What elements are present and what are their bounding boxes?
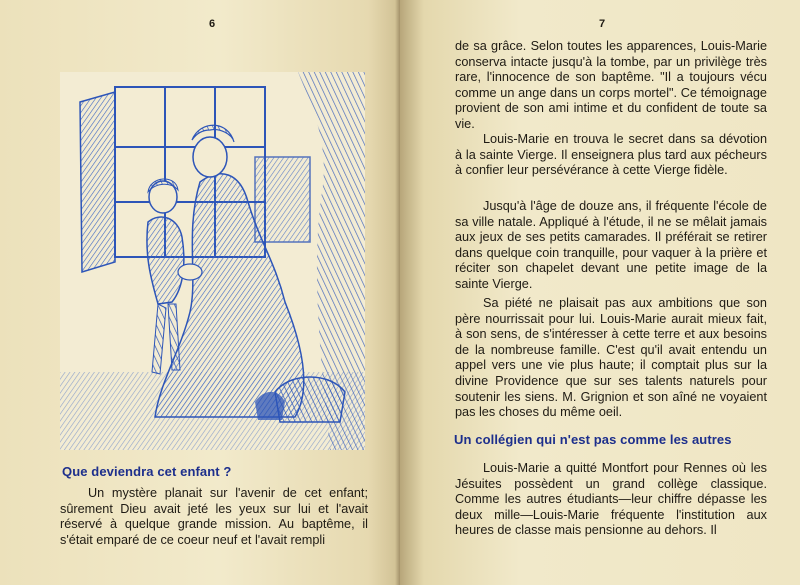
section-heading-left: Que deviendra cet enfant ?: [62, 464, 232, 479]
paragraph-right-1: de sa grâce. Selon toutes les apparences, Louis-Marie conserva intacte jusqu'à la tombe, par un privilège très rare, l'innocence de son baptême. "Il a toujours vécu comme un ange dans un corps mortel". Ce témoignage provient de son ami intime et du confident de toute sa vie.: [455, 39, 767, 131]
page-number-right: 7: [599, 18, 606, 30]
paragraph-right-4: Sa piété ne plaisait pas aux ambitions que son père nourrissait pour lui. Louis-Marie aurait mieux fait, à son sens, de s'intéresser à cette terre et aux besoins de la nombreuse famille. C'est qu'il avait entendu un appel vers une vie plus haute; il comptait plus sur la divine Providence que sur ses talents naturels pour soutenir les siens. M. Grignion et son aîné ne voyaient pas les choses du même oeil.: [455, 296, 767, 420]
paragraph-left: Un mystère planait sur l'avenir de cet enfant; sûrement Dieu avait jeté les yeux sur lui et l'avait réservé à quelque grande mission. Au baptême, il s'était emparé de ce coeur neuf et l'avait rempli: [60, 486, 368, 547]
paragraph-right-2: Louis-Marie en trouva le secret dans sa dévotion à la sainte Vierge. Il enseignera plus tard aux pécheurs à confier leur persévérance à cette Vierge fidèle.: [455, 132, 767, 178]
illustration-svg: [60, 72, 365, 450]
paragraph-right-5: Louis-Marie a quitté Montfort pour Rennes où les Jésuites possèdent un grand collège classique. Comme les autres étudiants—leur chiffre dépasse les deux mille—Louis-Marie fréquente l'institution aux heures de classe mais pensionne au dehors. Il: [455, 461, 767, 538]
page-number-left: 6: [209, 18, 216, 30]
woman-and-boy-engraving-icon: [60, 72, 365, 450]
section-heading-right: Un collégien qui n'est pas comme les autres: [454, 432, 732, 447]
right-page: [400, 0, 800, 585]
paragraph-right-3: Jusqu'à l'âge de douze ans, il fréquente l'école de sa ville natale. Appliqué à l'étude, il ne se mêlait jamais aux jeux de ses petits camarades. Il préférait se retirer dans quelque coin tranquille, pour vaquer à la prière et réciter son chapelet devant une petite image de la sainte Vierge.: [455, 199, 767, 291]
